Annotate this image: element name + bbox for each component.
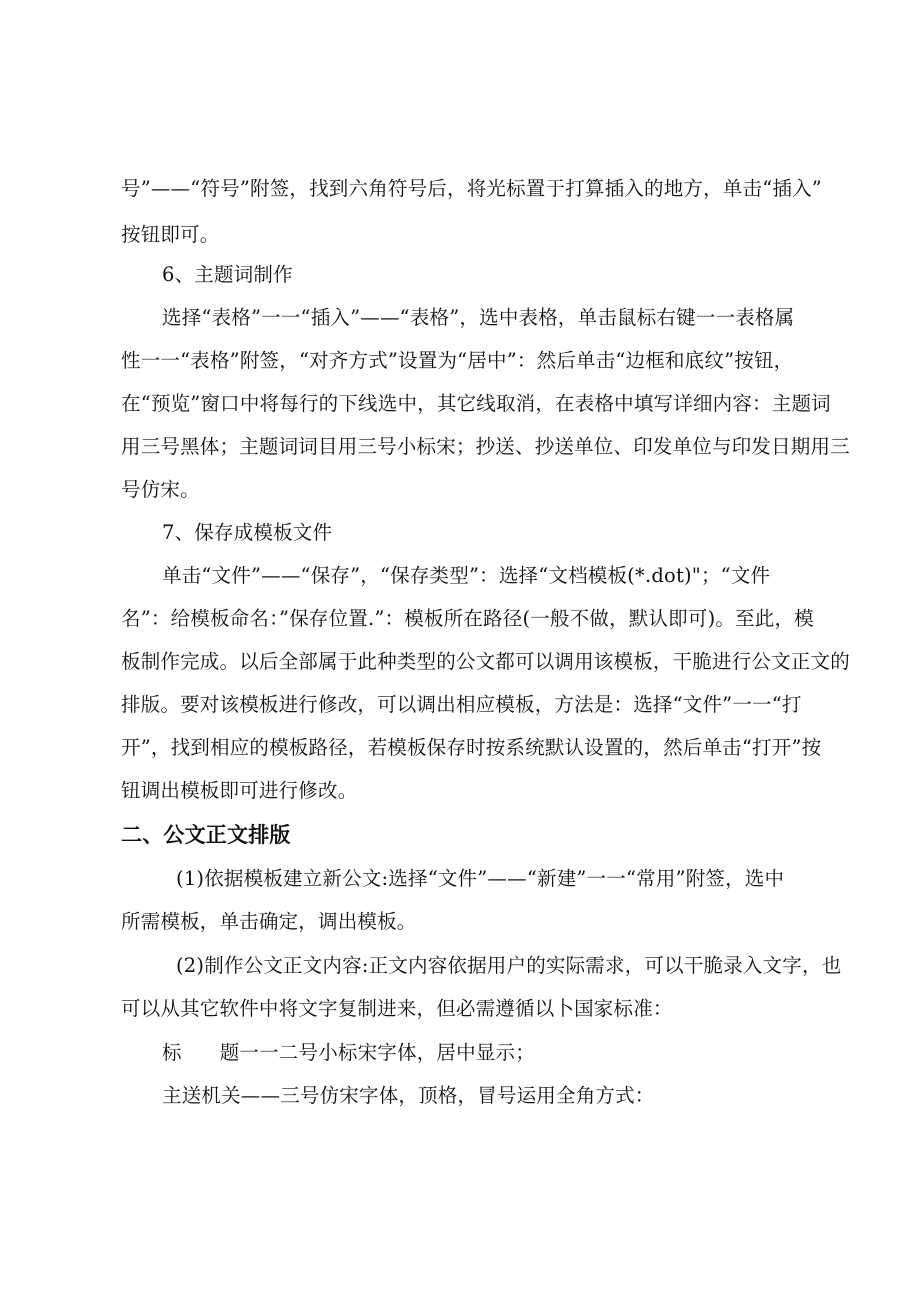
body-text-line: 单击“文件”——“保存”，“保存类型”：选择“文档模板(*.dot)"；“文件 [162, 564, 771, 587]
body-text-line: 名”：给模板命名：”保存位置.”：模板所在路径(一般不做，默认即可)。至此，模 [121, 607, 814, 630]
body-text-line: 可以从其它软件中将文字复制进来，但必需遵循以卜国家标准： [121, 997, 673, 1020]
spec-value: 题一一二号小标宋字体，居中显示； [219, 1041, 535, 1064]
spec-label: 标 [162, 1041, 182, 1064]
body-text-line: 号”——“符号”附签，找到六角符号后，将光标置于打算插入的地方，单击“插入” [121, 177, 822, 200]
body-text-line: 性一一“表格”附签，“对齐方式”设置为“居中”：然后单击“边框和底纹”按钮， [121, 349, 794, 372]
body-text-line: 号仿宋。 [121, 478, 200, 501]
body-text-line: (2)制作公文正文内容:正文内容依据用户的实际需求，可以干脆录入文字，也 [176, 954, 842, 977]
spec-line-recipient: 主送机关——三号仿宋字体，顶格，冒号运用全角方式： [162, 1084, 655, 1107]
body-text-line: 板制作完成。以后全部属于此种类型的公文都可以调用该模板，干脆进行公文正文的 [121, 650, 850, 673]
body-text-line: 排版。要对该模板进行修改，可以调出相应模板，方法是：选择“文件”一一“打 [121, 693, 802, 716]
subheading-7: 7、保存成模板文件 [162, 521, 333, 544]
body-text-line: 钮调出模板即可进行修改。 [121, 779, 358, 802]
body-text-line: 开”，找到相应的模板路径，若模板保存时按系统默认设置的，然后单击“打开”按 [121, 736, 822, 759]
body-text-line: 选择“表格”一一“插入”——“表格”，选中表格，单击鼠标右键一一表格属 [162, 306, 795, 329]
body-text-line: 所需模板，单击确定，调出模板。 [121, 910, 417, 933]
body-text-line: 用三号黑体；主题词词目用三号小标宋；抄送、抄送单位、印发单位与印发日期用三 [121, 435, 850, 458]
spec-line-title [162, 1040, 535, 1066]
body-text-line: 按钮即可。 [121, 223, 220, 246]
section-title: 二、公文正文排版 [121, 823, 291, 847]
subheading-6: 6、主题词制作 [162, 263, 293, 286]
body-text-line: 在“预览”窗口中将每行的下线选中，其它线取消，在表格中填写详细内容：主题词 [121, 392, 831, 415]
body-text-line: (1)依据模板建立新公文:选择“文件”——“新建”一一“常用”附签，选中 [176, 867, 785, 890]
